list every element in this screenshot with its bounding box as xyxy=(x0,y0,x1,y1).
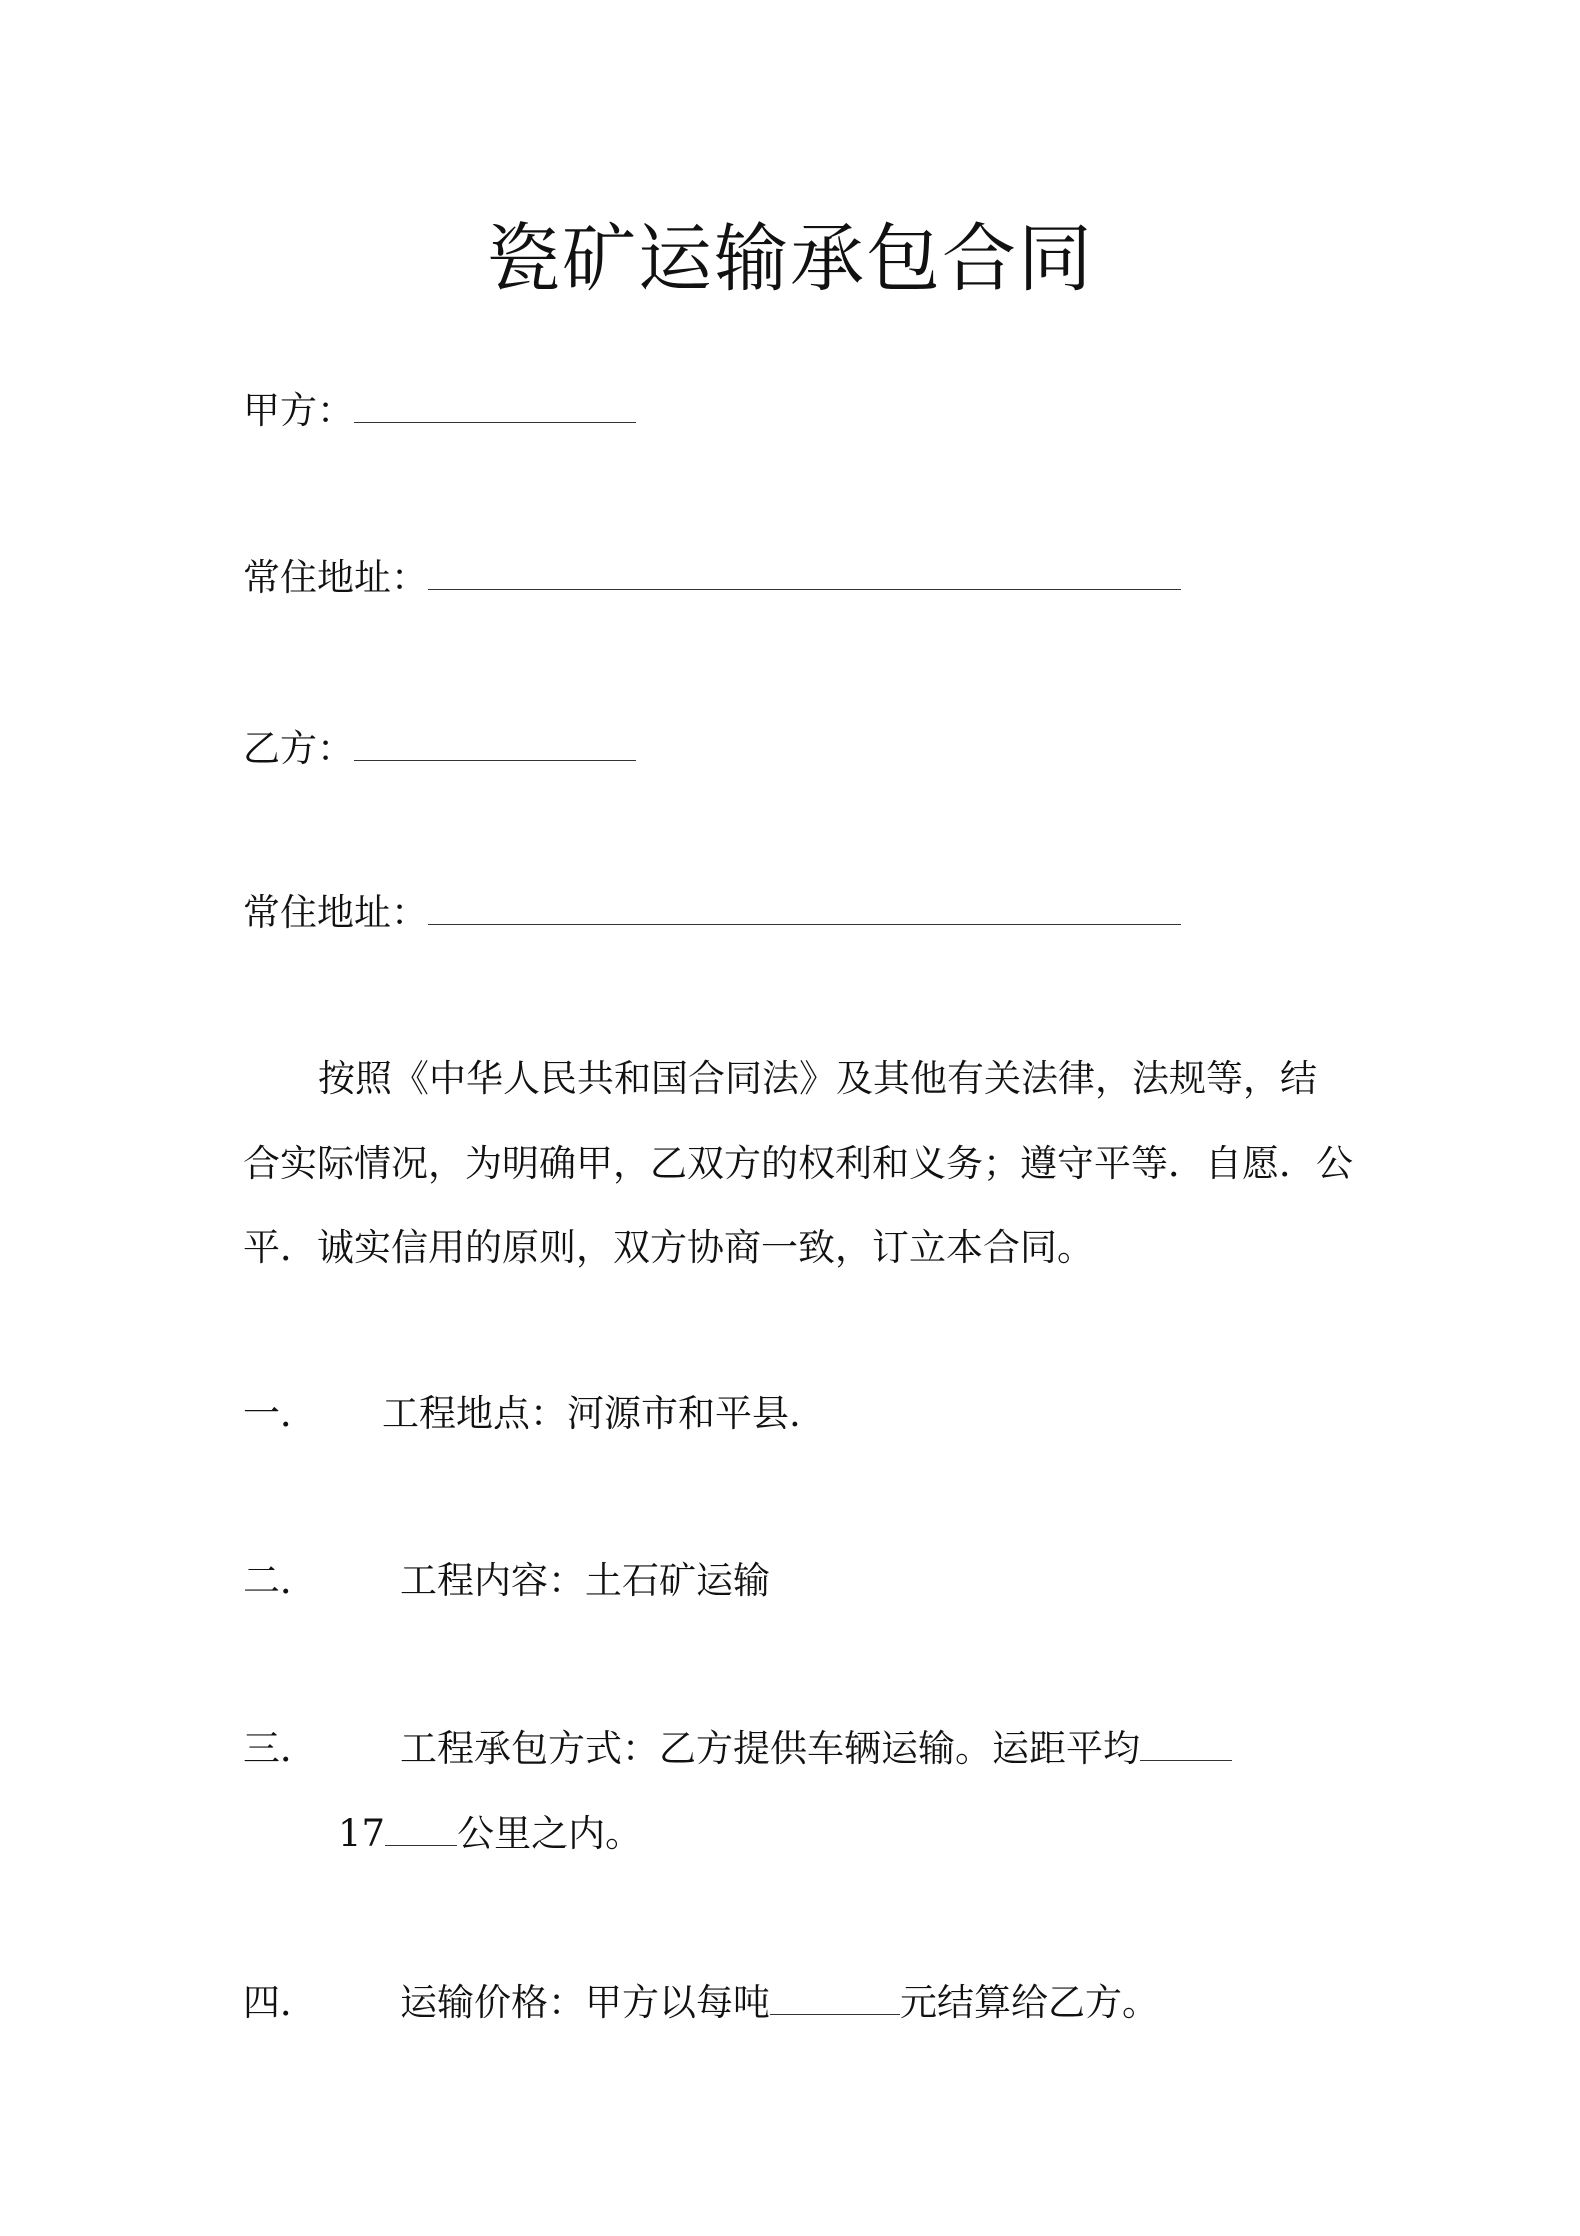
clause-3-continuation xyxy=(338,1803,642,1857)
clause-3-number: 三． xyxy=(243,1727,317,1770)
clause-4-line xyxy=(400,1972,1159,2026)
clause-3-blank xyxy=(1140,1722,1232,1761)
clause-1-text: 工程地点：河源市和平县. xyxy=(382,1392,801,1435)
clause-2-number: 二． xyxy=(243,1559,317,1602)
party-b-line xyxy=(243,718,636,772)
clause-3-text: 工程承包方式：乙方提供车辆运输。运距平均 xyxy=(400,1727,1140,1770)
party-a-address-blank xyxy=(428,551,1181,590)
clause-3-line xyxy=(400,1718,1232,1772)
preamble-line-2: 合实际情况，为明确甲，乙双方的权利和义务；遵守平等．自愿．公 xyxy=(243,1142,1353,1185)
price-blank xyxy=(770,1976,900,2015)
party-b-address-line xyxy=(243,882,1181,936)
clause-2-text: 工程内容：土石矿运输 xyxy=(400,1559,770,1602)
party-b-label: 乙方： xyxy=(243,727,354,770)
party-a-address-label: 常住地址： xyxy=(243,556,428,599)
clause-1-number: 一． xyxy=(243,1392,317,1435)
party-b-address-blank xyxy=(428,886,1181,925)
preamble-line-1: 按照《中华人民共和国合同法》及其他有关法律，法规等，结 xyxy=(318,1057,1317,1100)
party-b-address-label: 常住地址： xyxy=(243,891,428,934)
party-a-label: 甲方： xyxy=(243,389,354,432)
party-b-blank xyxy=(354,722,636,761)
clause-4-number: 四． xyxy=(243,1981,317,2024)
party-a-address-line xyxy=(243,547,1181,601)
clause-4-text-after: 元结算给乙方。 xyxy=(900,1981,1159,2024)
document-title: 瓷矿运输承包合同 xyxy=(486,216,1094,302)
clause-3-distance-text: 公里之内。 xyxy=(457,1812,643,1855)
clause-4-text-before: 运输价格：甲方以每吨 xyxy=(400,1981,770,2024)
preamble-line-3: 平．诚实信用的原则，双方协商一致，订立本合同。 xyxy=(243,1226,1094,1269)
party-a-blank xyxy=(354,384,636,423)
clause-3-distance-blank xyxy=(385,1807,457,1846)
clause-3-distance-value: 17 xyxy=(338,1812,386,1855)
party-a-line xyxy=(243,380,636,434)
